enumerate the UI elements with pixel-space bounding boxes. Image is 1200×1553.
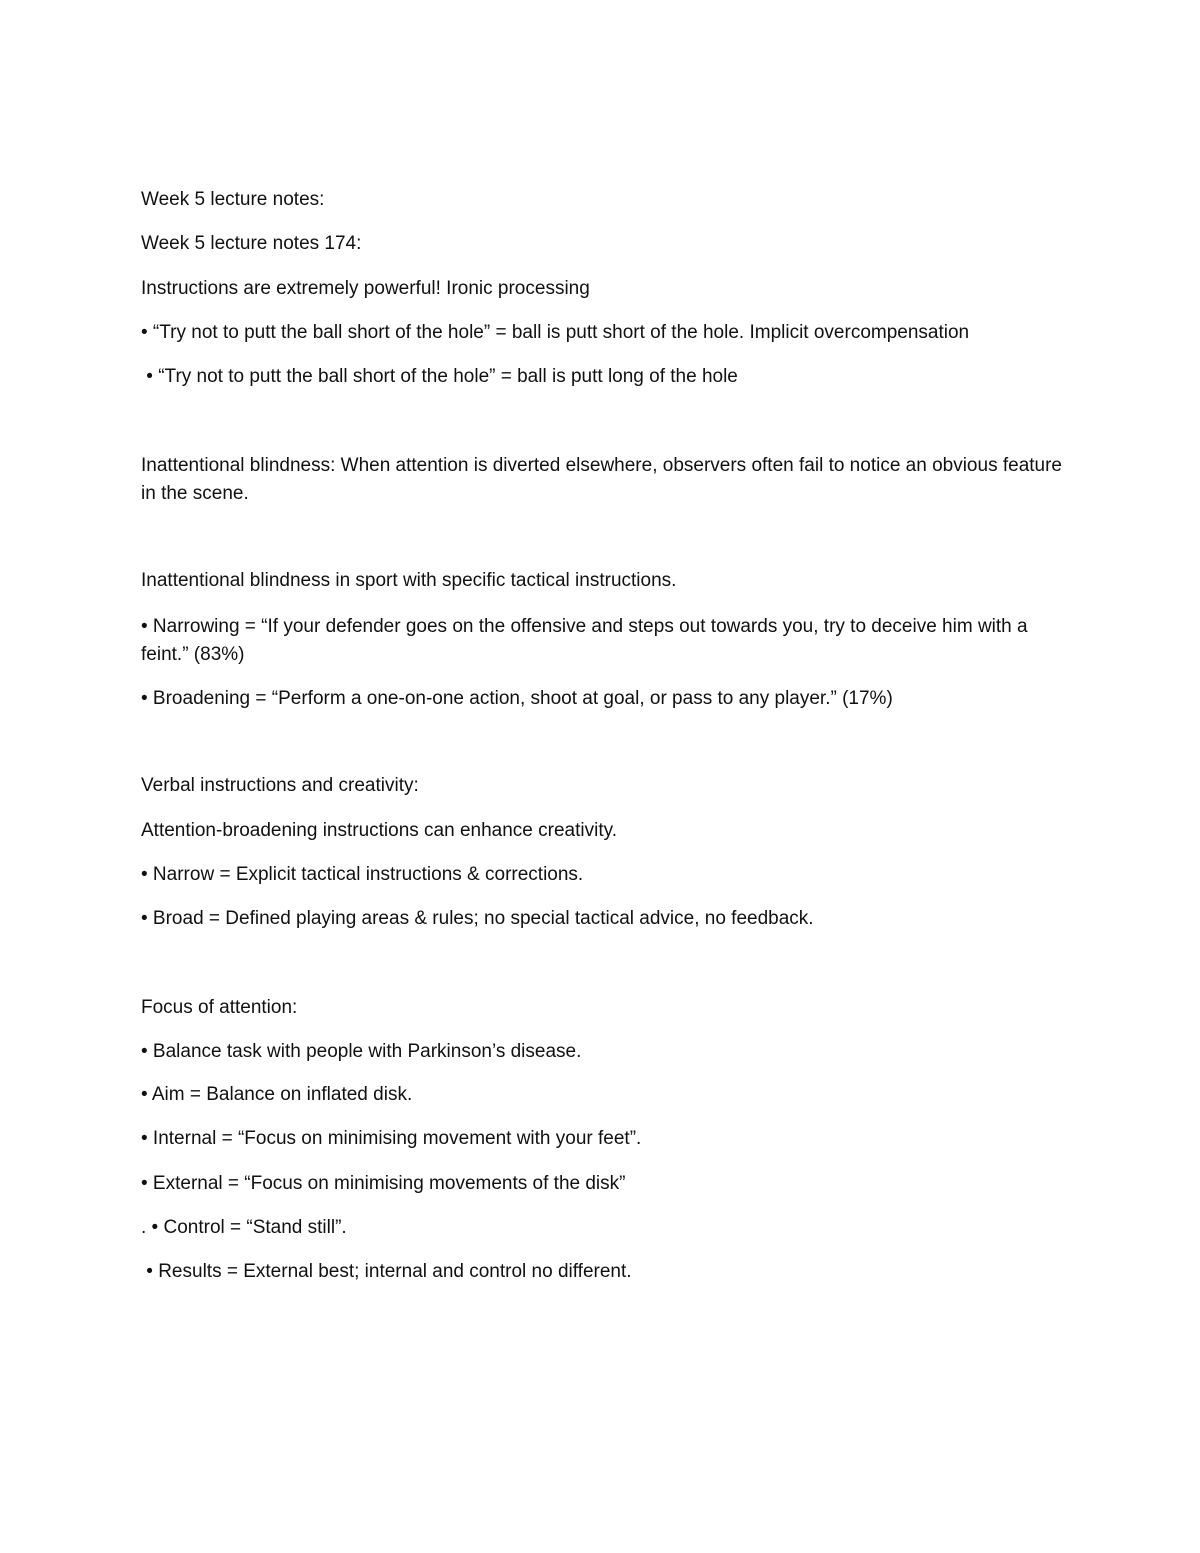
paragraph-text: Inattentional blindness: When attention is diverted elsewhere, observers often fail to notice an obvious feature in the scene. bbox=[141, 455, 1068, 504]
bullet-item: • Narrowing = “If your defender goes on the offensive and steps out towards you, try to deceive him with a feint.” (83%) bbox=[141, 616, 1033, 665]
section-heading: Inattentional blindness in sport with specific tactical instructions. bbox=[141, 570, 677, 591]
bullet-item: • External = “Focus on minimising movements of the disk” bbox=[141, 1173, 626, 1194]
paragraph-text: Attention-broadening instructions can enhance creativity. bbox=[141, 820, 617, 841]
bullet-item: • Narrow = Explicit tactical instructions & corrections. bbox=[141, 864, 584, 885]
bullet-item: • Aim = Balance on inflated disk. bbox=[141, 1084, 413, 1105]
bullet-item: • “Try not to putt the ball short of the hole” = ball is putt long of the hole bbox=[141, 366, 738, 387]
document-title: Week 5 lecture notes: bbox=[141, 189, 325, 210]
bullet-item: • Results = External best; internal and control no different. bbox=[141, 1261, 632, 1282]
bullet-item: . • Control = “Stand still”. bbox=[141, 1217, 347, 1238]
bullet-item: • “Try not to putt the ball short of the hole” = ball is putt short of the hole. Implicit overcompensation bbox=[141, 322, 970, 343]
section-heading: Focus of attention: bbox=[141, 997, 298, 1018]
bullet-item: • Internal = “Focus on minimising movement with your feet”. bbox=[141, 1128, 642, 1149]
bullet-item: • Broad = Defined playing areas & rules; no special tactical advice, no feedback. bbox=[141, 908, 814, 929]
paragraph-text: Instructions are extremely powerful! Ironic processing bbox=[141, 278, 590, 299]
document-subtitle: Week 5 lecture notes 174: bbox=[141, 233, 362, 254]
section-heading: Verbal instructions and creativity: bbox=[141, 775, 419, 796]
bullet-item: • Balance task with people with Parkinson’s disease. bbox=[141, 1041, 582, 1062]
bullet-item: • Broadening = “Perform a one-on-one action, shoot at goal, or pass to any player.” (17%) bbox=[141, 688, 893, 709]
